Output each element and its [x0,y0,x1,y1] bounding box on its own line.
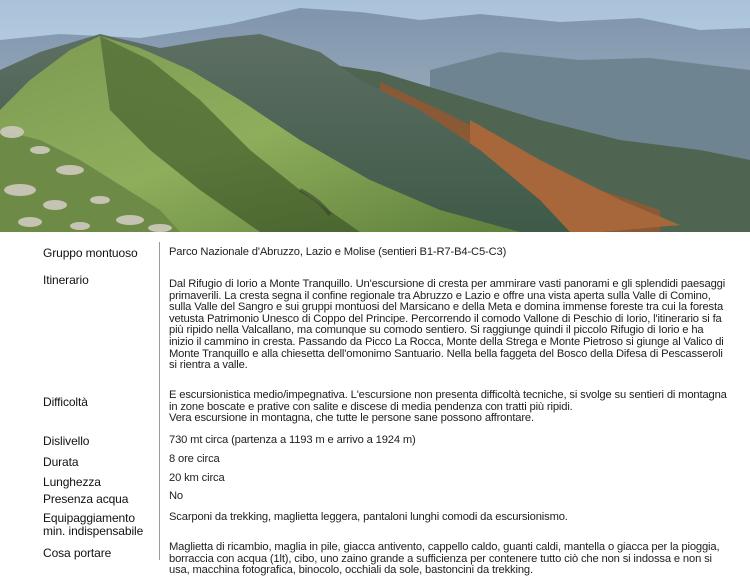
row-label: Equipaggiamento min. indispensabile [43,511,144,538]
difficulty-note: Vera escursione in montagna, che tutte le persone sane possono affrontare. [169,412,534,425]
row-value: Parco Nazionale d'Abruzzo, Lazio e Molise (sentieri B1-R7-B4-C5-C3) [169,246,507,258]
row-label: Difficoltà [43,395,88,409]
row-value: Dal Rifugio di Iorio a Monte Tranquillo. Un'escursione di cresta per ammirare vasti panorami e gli splendidi paesaggi primaverili. La cresta segna il confine regionale tra Abruzzo e Lazio e offre una vista aperta sulla Valle di Comino, sulla Valle del Sangro e sui gruppi montuosi del Marsicano e della Meta e domina immense foreste tra cui la foresta vetusta Patrimonio Unesco di Coppo del Principe. Percorrendo il comodo Vallone di Peschio di Iorio, l'itinerario si fa più ripido nella Valcallano, ma comunque su comodo sentiero. Si raggiunge quindi il piccolo Rifugio di Iorio e ha inizio il cammino in cresta. Passando da Picco La Rocca, Monte della Strega e Monte Pietroso si giunge al Valico di Monte Tranquillo e alla chiesetta dell'omonimo Santuario. Nella bella faggeta del Bosco della Difesa di Pescasseroli si rientra a valle. [169,278,726,372]
row-label: Lunghezza [43,475,101,489]
row-value: 20 km circa [169,472,225,484]
difficulty-text: E escursionistica medio/impegnativa. L'escursione non presenta difficoltà tecniche, si svolge su sentieri di montagna in zone boscate e prative con salite e discese di media pendenza con tratti più ripidi. [169,389,727,413]
hike-info-table [0,232,750,577]
mountain-ridge-photo [0,0,750,232]
row-label: Gruppo montuoso [43,246,138,260]
row-value: 730 mt circa (partenza a 1193 m e arrivo a 1924 m) [169,434,416,446]
row-value: 8 ore circa [169,453,220,465]
row-value [169,390,729,425]
row-value: Scarponi da trekking, maglietta leggera, pantaloni lunghi comodi da escursionismo. [169,511,568,523]
row-label: Itinerario [43,273,89,287]
row-label: Presenza acqua [43,492,129,506]
column-divider [159,242,160,560]
row-value: No [169,490,184,502]
row-label: Cosa portare [43,546,112,560]
row-label: Durata [43,455,79,469]
row-value: Maglietta di ricambio, maglia in pile, giacca antivento, cappello caldo, guanti caldi, mantella o giacca per la pioggia, borraccia con acqua (1lt), cibo, uno zaino grande a sufficienza per contenere tutto ciò che non si indossa e non si usa, macchina fotografica, binocolo, occhiali da sole, bastoncini da trekking. [169,541,720,577]
row-label: Dislivello [43,434,90,448]
